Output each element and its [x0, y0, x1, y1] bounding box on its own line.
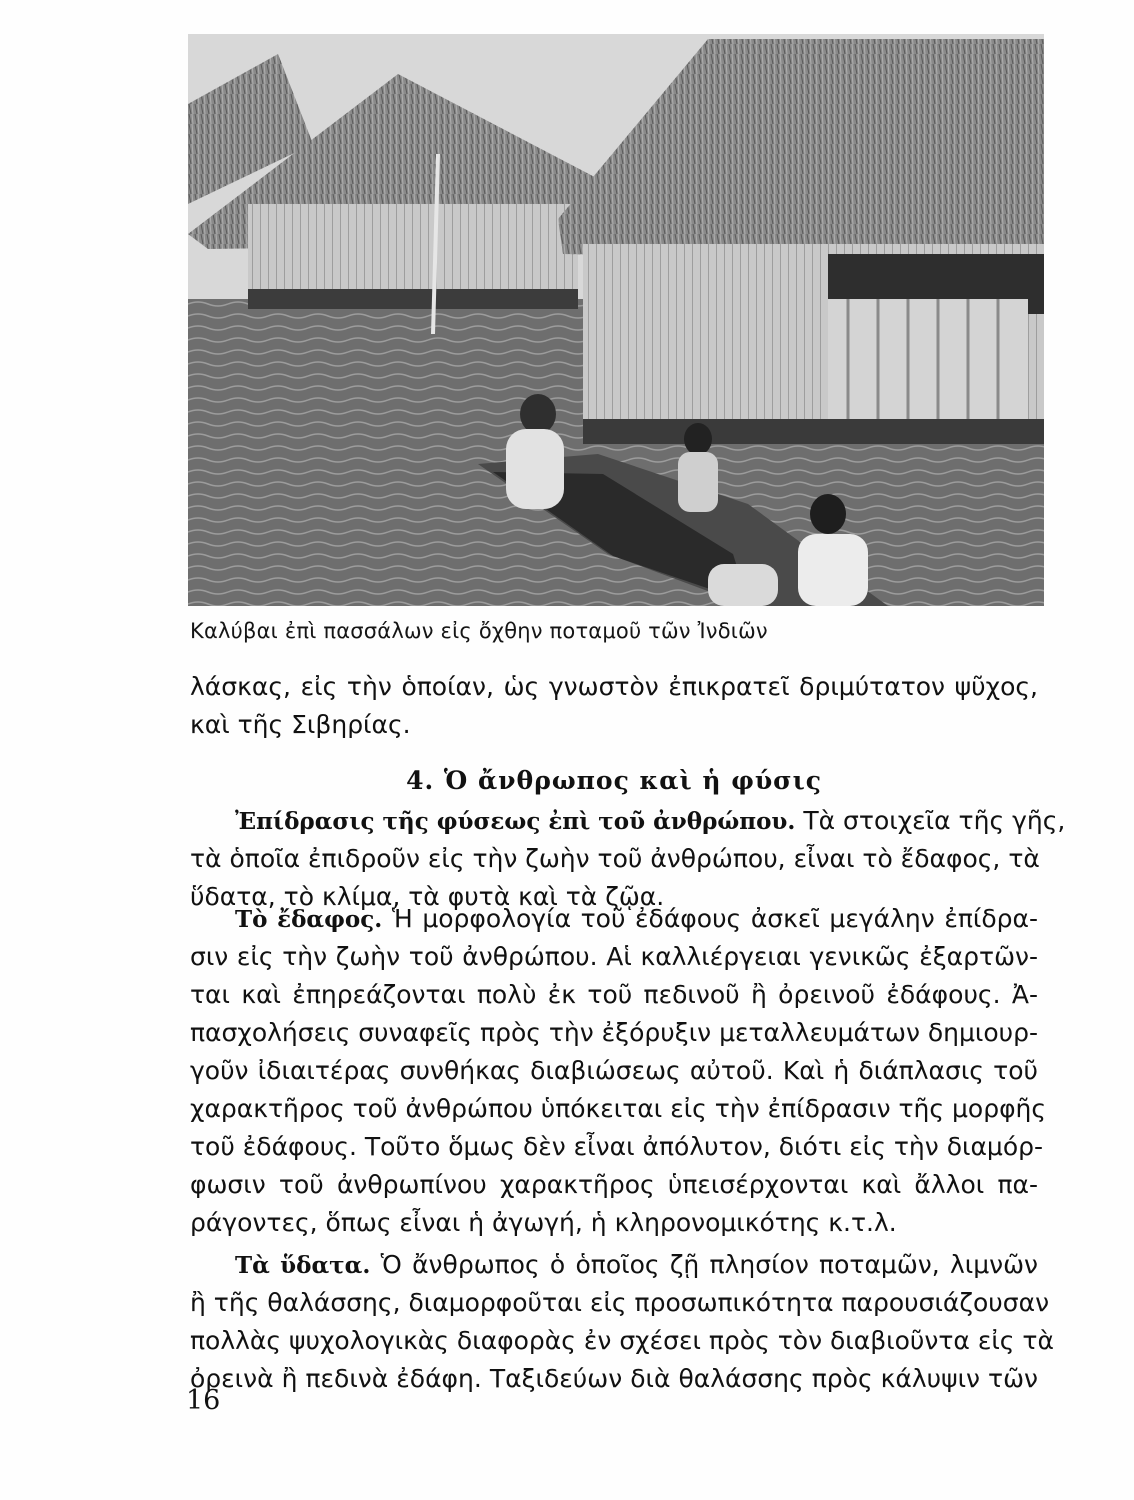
stilt-huts-photo	[188, 34, 1044, 606]
text-line: φωσιν τοῦ ἀνθρωπίνου χαρακτῆρος ὑπεισέρχονται καὶ ἄλλοι πα-	[190, 1170, 1038, 1199]
page-number: 16	[186, 1385, 221, 1416]
intro-text	[190, 668, 1038, 744]
paragraph-waters	[190, 1246, 1054, 1398]
photo-illustration	[188, 34, 1044, 606]
section-heading: 4. Ὁ ἄνθρωπος καὶ ἡ φύσις	[406, 766, 822, 795]
text-line: χαρακτῆρος τοῦ ἀνθρώπου ὑπόκειται εἰς τὴν ἐπίδρασιν τῆς μορφῆς	[190, 1094, 1047, 1123]
text-line: ὀρεινὰ ἢ πεδινὰ ἐδάφη. Ταξιδεύων διὰ θαλάσσης πρὸς κάλυψιν τῶν	[190, 1364, 1038, 1393]
text-line: λάσκας, εἰς τὴν ὁποίαν, ὡς γνωστὸν ἐπικρατεῖ δριμύτατον ψῦχος,	[190, 672, 1038, 701]
text-line: ται καὶ ἐπηρεάζονται πολὺ ἐκ τοῦ πεδινοῦ ἢ ὀρεινοῦ ἐδάφους. Ἀ-	[190, 980, 1038, 1009]
paragraph-lead: Τὰ ὕδατα.	[235, 1252, 371, 1279]
text-line: καὶ τῆς Σιβηρίας.	[190, 710, 411, 739]
text-line: ἢ τῆς θαλάσσης, διαμορφοῦται εἰς προσωπικότητα παρουσιάζουσαν	[190, 1288, 1050, 1317]
text-line: Τὰ ὕδατα. Ὁ ἄνθρωπος ὁ ὁποῖος ζῇ πλησίον ποταμῶν, λιμνῶν	[235, 1250, 1038, 1279]
paragraph-lead: Τὸ ἔδαφος.	[235, 906, 383, 933]
text-line: τὰ ὁποῖα ἐπιδροῦν εἰς τὴν ζωὴν τοῦ ἀνθρώπου, εἶναι τὸ ἔδαφος, τὰ	[190, 844, 1040, 873]
text-line: γοῦν ἰδιαιτέρας συνθήκας διαβιώσεως αὐτοῦ. Καὶ ἡ διάπλασις τοῦ	[190, 1056, 1038, 1085]
text-line: τοῦ ἐδάφους. Τοῦτο ὅμως δὲν εἶναι ἀπόλυτον, διότι εἰς τὴν διαμόρ-	[190, 1132, 1044, 1161]
text-line: σιν εἰς τὴν ζωὴν τοῦ ἀνθρώπου. Αἱ καλλιέργειαι γενικῶς ἐξαρτῶν-	[190, 942, 1038, 971]
text-line: Τὸ ἔδαφος. Ἡ μορφολογία τοῦ ἐδάφους ἀσκεῖ μεγάλην ἐπίδρα-	[235, 904, 1039, 933]
paragraph-influence	[190, 802, 1066, 916]
paragraph-lead: Ἐπίδρασις τῆς φύσεως ἐπὶ τοῦ ἀνθρώπου.	[235, 808, 796, 835]
text-line: ράγοντες, ὅπως εἶναι ἡ ἀγωγή, ἡ κληρονομικότης κ.τ.λ.	[190, 1208, 897, 1237]
paragraph-soil	[190, 900, 1047, 1242]
text-line: ὕδατα, τὸ κλίμα, τὰ φυτὰ καὶ τὰ ζῷα.	[190, 882, 665, 911]
text-line: Ἐπίδρασις τῆς φύσεως ἐπὶ τοῦ ἀνθρώπου. Τὰ στοιχεῖα τῆς γῆς,	[235, 806, 1066, 835]
text-line: πολλὰς ψυχολογικὰς διαφορὰς ἐν σχέσει πρὸς τὸν διαβιοῦντα εἰς τὰ	[190, 1326, 1054, 1355]
text-line: πασχολήσεις συναφεῖς πρὸς τὴν ἐξόρυξιν μεταλλευμάτων δημιουρ-	[190, 1018, 1039, 1047]
photo-caption: Καλύβαι ἐπὶ πασσάλων εἰς ὄχθην ποταμοῦ τῶν Ἰνδιῶν	[190, 619, 768, 643]
